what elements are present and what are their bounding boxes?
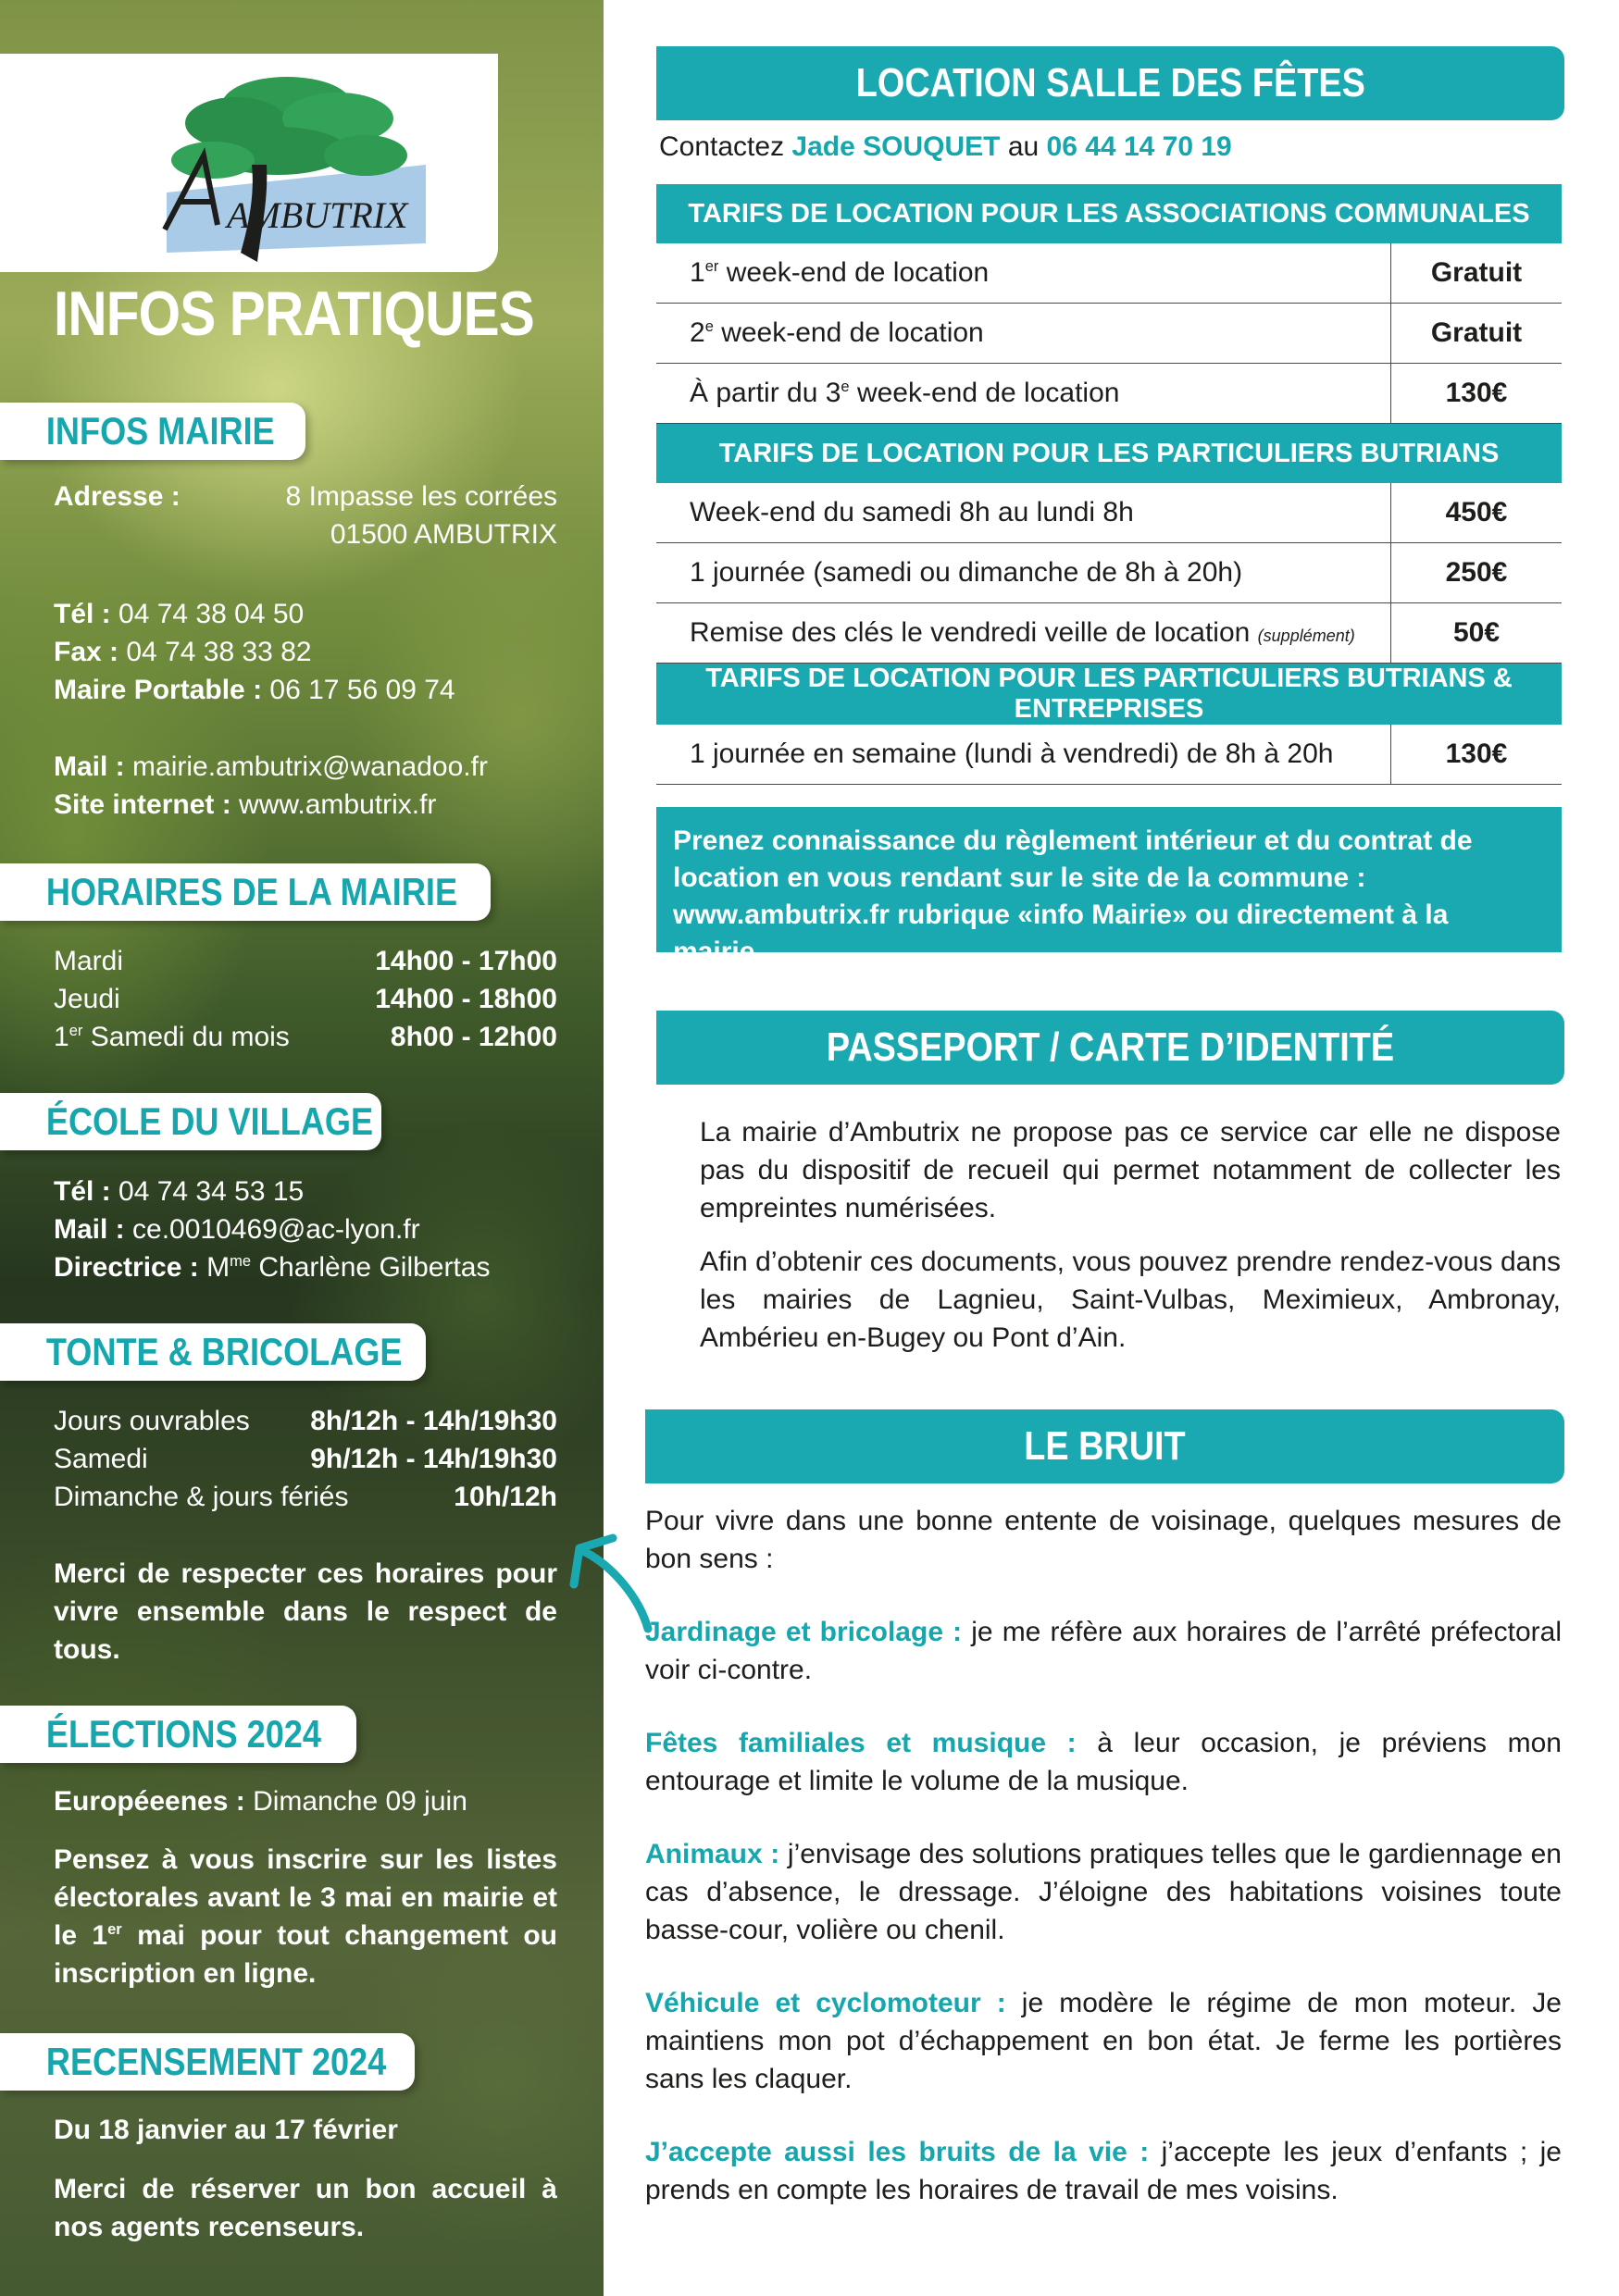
tonte-row (54, 1440, 557, 1478)
site-link[interactable]: www.ambutrix.fr (239, 789, 437, 820)
row-label: 2e week-end de location (656, 304, 1391, 364)
section-horaires (0, 863, 491, 921)
tonte-note: Merci de respecter ces horaires pour vivre ensemble dans le respect de tous. (54, 1558, 557, 1665)
portable-label: Maire Portable : (54, 675, 263, 705)
day: Jours ouvrables (54, 1406, 250, 1436)
section-elections (0, 1706, 356, 1763)
bruit-banner (645, 1409, 1564, 1483)
sidebar (0, 0, 604, 2296)
section-title: ÉCOLE DU VILLAGE (45, 1099, 374, 1143)
bruit-item: Jardinage et bricolage : je me réfère aux horaires de l’arrêté préfectoral voir ci-contre. (645, 1617, 1562, 1685)
day: Mardi (54, 946, 124, 976)
fax-value: 04 74 38 33 82 (126, 637, 312, 667)
row-price: Gratuit (1391, 304, 1563, 364)
table-row (656, 304, 1562, 364)
horaires-list (54, 942, 557, 1056)
directrice-name: Charlène Gilbertas (258, 1252, 491, 1283)
hours: 8h/12h - 14h/19h30 (310, 1406, 557, 1436)
bruit-item: Animaux : j’envisage des solutions pratiques telles que le gardiennage en cas d’absence, le dressage. J’éloigne des habitations voisines toute basse-cour, volière ou chenil. (645, 1839, 1562, 1945)
row-price: 130€ (1391, 725, 1563, 785)
day: Samedi (54, 1444, 148, 1474)
directrice-label: Directrice : (54, 1252, 199, 1283)
address-line1: 8 Impasse les corrées (285, 481, 557, 512)
contact-phone[interactable]: 06 44 14 70 19 (1046, 131, 1232, 162)
site-label: Site internet : (54, 789, 231, 820)
mail-link[interactable]: mairie.ambutrix@wanadoo.fr (132, 751, 488, 782)
section-infos-mairie (0, 403, 305, 460)
row-label: 1 journée en semaine (lundi à vendredi) de 8h à 20h (656, 725, 1391, 785)
mail-link[interactable]: ce.0010469@ac-lyon.fr (132, 1214, 420, 1245)
location-banner (656, 46, 1564, 120)
passeport-title: PASSEPORT / CARTE D’IDENTITÉ (826, 1024, 1395, 1070)
row-label: Week-end du samedi 8h au lundi 8h (656, 483, 1391, 543)
hours: 8h00 - 12h00 (390, 1022, 557, 1052)
day: Dimanche & jours fériés (54, 1482, 349, 1512)
day: Jeudi (54, 984, 120, 1014)
bruit-item: Fêtes familiales et musique : à leur occasion, je préviens mon entourage et limite le volume de la musique. (645, 1728, 1562, 1796)
table-row (656, 243, 1562, 304)
tel-label: Tél : (54, 1176, 111, 1207)
logo-text: AMBUTRIX (227, 194, 408, 236)
day: 1er Samedi du mois (54, 1022, 290, 1052)
row-price: 130€ (1391, 364, 1563, 424)
horaires-row (54, 1018, 557, 1056)
location-contact: Contactez Jade SOUQUET au 06 44 14 70 19 (659, 131, 1232, 162)
location-title: LOCATION SALLE DES FÊTES (855, 60, 1365, 105)
table-row (656, 364, 1562, 424)
location-info-box: Prenez connaissance du règlement intérieur et du contrat de location en vous rendant sur le site de la commune : www.ambutrix.fr rubrique «info Mairie» ou directement à la mairie. (656, 807, 1562, 952)
section-title: RECENSEMENT 2024 (45, 2040, 387, 2083)
bruit-title: LE BRUIT (1024, 1423, 1186, 1469)
section-title: HORAIRES DE LA MAIRIE (45, 870, 458, 913)
horaires-row (54, 980, 557, 1018)
section-title: ÉLECTIONS 2024 (45, 1712, 321, 1756)
logo-area (0, 54, 498, 272)
tel-value[interactable]: 04 74 38 04 50 (118, 599, 305, 629)
table-row (656, 543, 1562, 603)
table-header (656, 424, 1562, 484)
portable-value[interactable]: 06 17 56 09 74 (269, 675, 455, 705)
tel-value[interactable]: 04 74 34 53 15 (118, 1176, 305, 1207)
bruit-item: J’accepte aussi les bruits de la vie : j’accepte les jeux d’enfants ; je prends en compte les horaires de travail de mes voisins. (645, 2137, 1562, 2205)
hours: 14h00 - 18h00 (375, 984, 557, 1014)
paragraph: La mairie d’Ambutrix ne propose pas ce service car elle ne dispose pas du dispositif de recueil qui permet notamment de collecter les empreintes numérisées. (700, 1117, 1561, 1223)
euro-label: Européeenes : (54, 1786, 245, 1817)
hours: 10h/12h (454, 1482, 557, 1512)
hours: 14h00 - 17h00 (375, 946, 557, 976)
fax-label: Fax : (54, 637, 119, 667)
hours: 9h/12h - 14h/19h30 (310, 1444, 557, 1474)
section-tonte (0, 1323, 426, 1381)
logo-tree-icon (148, 63, 444, 285)
tonte-row (54, 1478, 557, 1516)
mail-label: Mail : (54, 751, 125, 782)
row-price: 450€ (1391, 483, 1563, 543)
tonte-list (54, 1402, 557, 1516)
elections-euro (54, 1782, 557, 1820)
table-header (656, 184, 1562, 243)
row-price: 250€ (1391, 543, 1563, 603)
euro-date: Dimanche 09 juin (253, 1786, 467, 1817)
row-price: 50€ (1391, 603, 1563, 664)
row-label: 1er week-end de location (656, 243, 1391, 304)
asso-header: TARIFS DE LOCATION POUR LES ASSOCIATIONS COMMUNALES (656, 184, 1562, 243)
contact-name: Jade SOUQUET (791, 131, 1001, 162)
horaires-row (54, 942, 557, 980)
address-label: Adresse : (54, 481, 181, 512)
mairie-address (54, 478, 557, 553)
paragraph: Afin d’obtenir ces documents, vous pouvez prendre rendez-vous dans les mairies de Lagnieu, Saint-Vulbas, Meximieux, Ambronay, Ambérieu en-Bugey ou Pont d’Ain. (700, 1247, 1561, 1353)
address-line2: 01500 AMBUTRIX (330, 519, 557, 550)
section-recensement (0, 2033, 415, 2091)
ecole-info: Tél : 04 74 34 53 15 Mail : ce.0010469@ac-lyon.fr Directrice : $M^{me}$ Charlène Gilbertas (54, 1176, 491, 1283)
row-label: À partir du 3e week-end de location (656, 364, 1391, 424)
bruit-item: Véhicule et cyclomoteur : je modère le régime de mon moteur. Je maintiens mon pot d’échappement en bon état. Je ferme les portières sans les claquer. (645, 1988, 1562, 2094)
recensement-note: Merci de réserver un bon accueil à nos agents recenseurs. (54, 2174, 557, 2242)
mairie-online (54, 748, 557, 824)
part-header: TARIFS DE LOCATION POUR LES PARTICULIERS BUTRIANS (656, 424, 1562, 484)
bruit-text (645, 1502, 1562, 2209)
table-header (656, 664, 1562, 726)
bruit-intro: Pour vivre dans une bonne entente de voisinage, quelques mesures de bon sens : (645, 1506, 1562, 1574)
table-row (656, 483, 1562, 543)
tonte-row (54, 1402, 557, 1440)
section-ecole (0, 1093, 381, 1150)
tarif-table (656, 184, 1562, 785)
row-label: 1 journée (samedi ou dimanche de 8h à 20h) (656, 543, 1391, 603)
tel-label: Tél : (54, 599, 111, 629)
row-price: Gratuit (1391, 243, 1563, 304)
mail-label: Mail : (54, 1214, 125, 1245)
table-row (656, 725, 1562, 785)
mairie-phones (54, 595, 557, 709)
table-row (656, 603, 1562, 664)
section-title: TONTE & BRICOLAGE (45, 1330, 403, 1373)
elections-note: Pensez à vous inscrire sur les listes électorales avant le 3 mai en mairie et le 1er mai pour tout changement ou inscription en ligne. (54, 1844, 557, 1989)
page-title: INFOS PRATIQUES (54, 279, 534, 349)
passeport-text (700, 1113, 1561, 1357)
row-label: Remise des clés le vendredi veille de location (supplément) (656, 603, 1391, 664)
ent-header: TARIFS DE LOCATION POUR LES PARTICULIERS BUTRIANS & ENTREPRISES (656, 664, 1562, 726)
recensement-dates: Du 18 janvier au 17 février (54, 2115, 398, 2145)
section-title: INFOS MAIRIE (45, 409, 275, 453)
passeport-banner (656, 1011, 1564, 1085)
